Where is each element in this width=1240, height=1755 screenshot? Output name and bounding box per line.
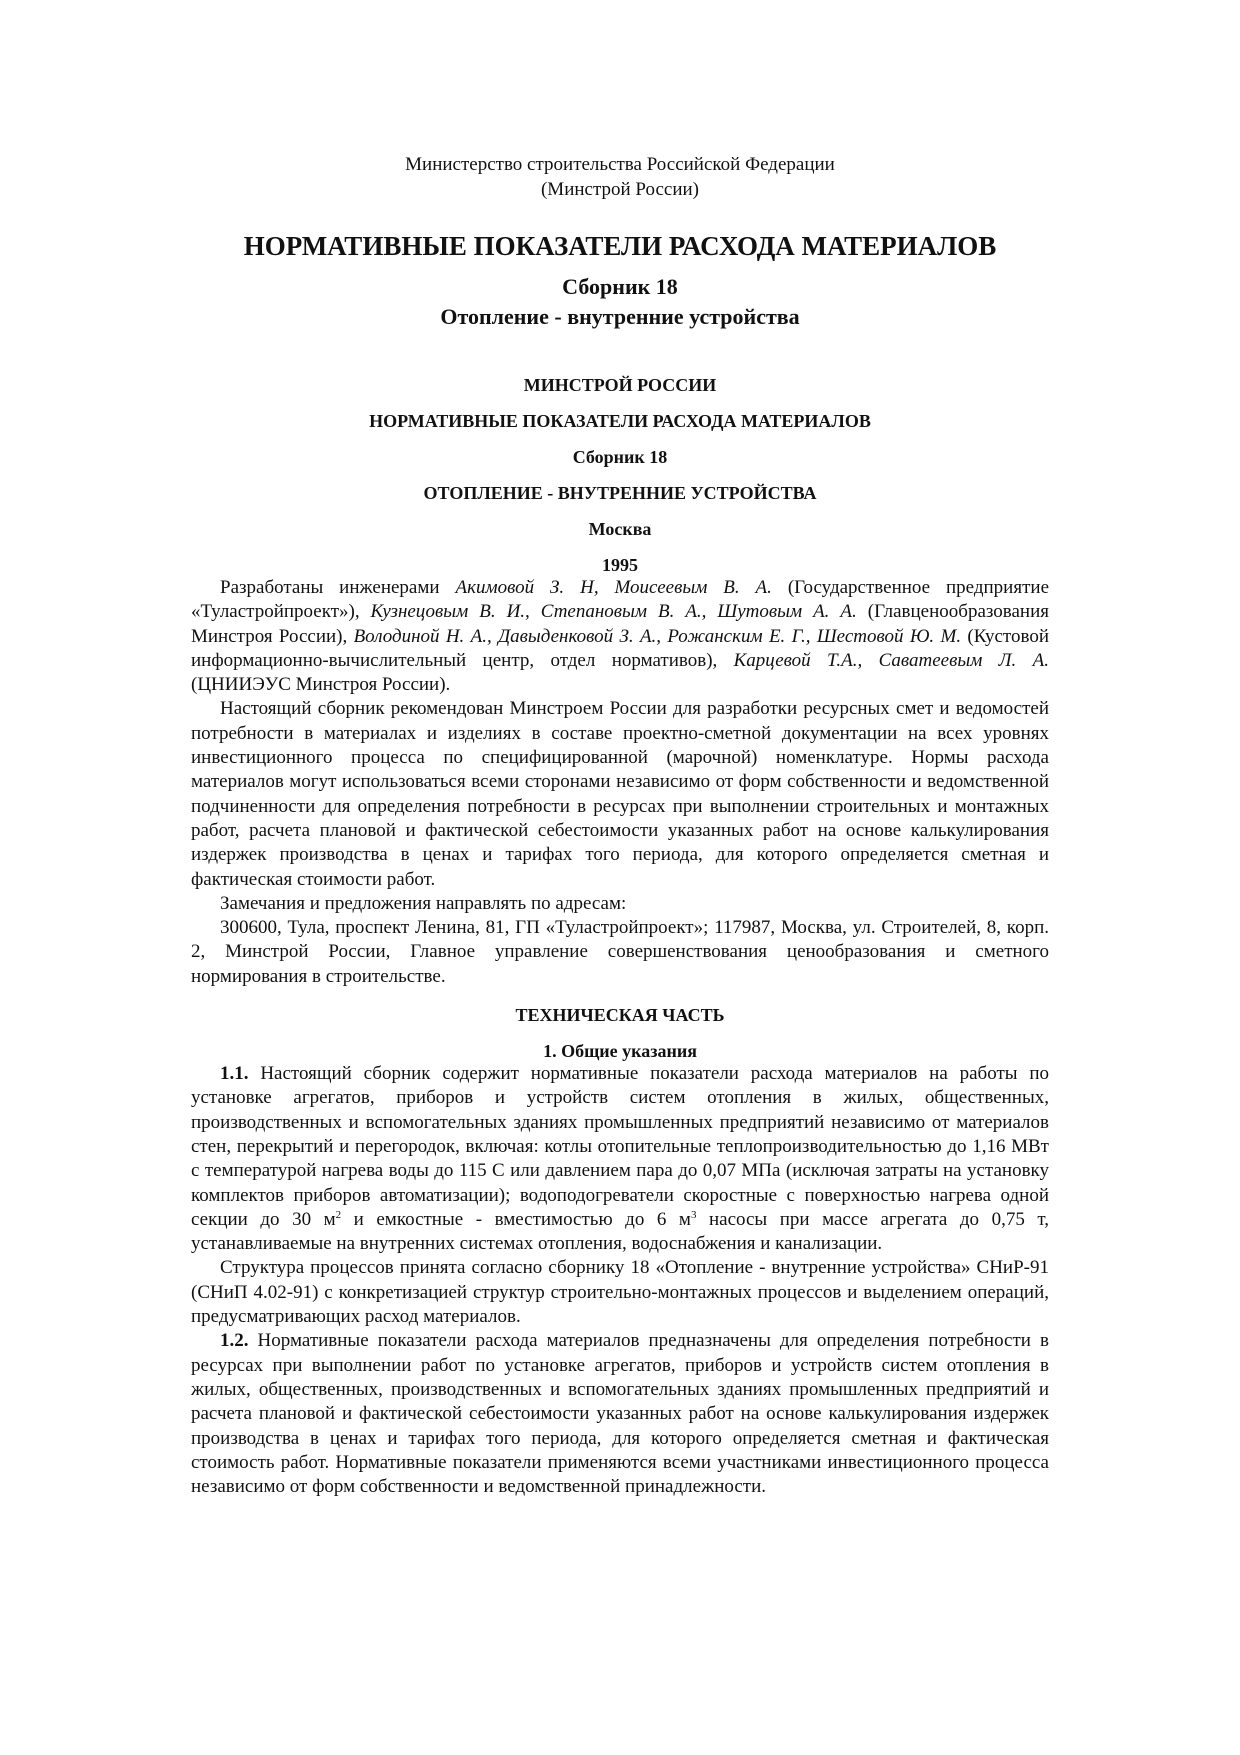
- general-instructions-heading: 1. Общие указания: [543, 1041, 697, 1062]
- clause-1-1-text-c: насосы при массе агрегата до 0,75 т, устанавливаемые на внутренних системах отопления, водоснабжения и канализации.: [191, 1208, 1050, 1255]
- developed-prefix: Разработаны инженерами: [220, 577, 456, 598]
- clause-1-1-sup-2: 2: [335, 1208, 342, 1221]
- developers-paragraph: [191, 576, 1049, 697]
- addresses-paragraph: 300600, Тула, проспект Ленина, 81, ГП «Туластройпроект»; 117987, Москва, ул. Строителей, 8, корп. 2, Минстрой России, Главное управление совершенствования ценообразования и сметного нормирования в строительстве.: [191, 917, 1049, 987]
- remarks-paragraph: Замечания и предложения направлять по адресам:: [220, 892, 627, 914]
- document-page: [191, 140, 1049, 1499]
- authors-group-1: Акимовой З. Н, Моисеевым В. А.: [455, 577, 772, 598]
- technical-part-heading: ТЕХНИЧЕСКАЯ ЧАСТЬ: [515, 1005, 725, 1026]
- recommendation-paragraph: Настоящий сборник рекомендован Минстроем России для разработки ресурсных смет и ведомостей потребности в материалах и изделиях в составе проектно-сметной документации на всех уровнях инвестиционного процесса по специфицированной (марочной) номенклатуре. Нормы расхода материалов могут использоваться всеми сторонами независимо от форм собственности и ведомственной подчиненности для определения потребности в ресурсах при выполнении строительных и монтажных работ, расчета плановой и фактической себестоимости указанных работ на основе калькулирования издержек производства в ценах и тарифах того периода, для которого определяется сметная и фактическая стоимости работ.: [191, 698, 1049, 890]
- collection-heading: [191, 272, 1049, 332]
- authors-group-3: Володиной Н. А., Давыденковой З. А., Рожанским Е. Г., Шестовой Ю. М.: [353, 625, 962, 647]
- collection-number: Сборник 18: [562, 274, 678, 299]
- authors-group-4: Карцевой Т.А., Саватеевым Л. А.: [733, 649, 1049, 671]
- ministry-line-1: Министерство строительства Российской Федерации: [405, 154, 835, 175]
- authors-group-2: Кузнецовым В. И., Степановым В. А., Шутовым А. А.: [370, 601, 857, 623]
- collection-subject: Отопление - внутренние устройства: [440, 304, 800, 329]
- clause-1-1-sup-3: 3: [690, 1208, 697, 1221]
- clause-1-1-text-a: Настоящий сборник содержит нормативные показатели расхода материалов на работы по установке агрегатов, приборов и устройств систем отопления в жилых, общественных, производственных и вспомогательных зданиях промышленных предприятий независимо от материалов стен, перекрытий и перегородок, включая: котлы отопительные теплопроизводительностью до 1,16 МВт с температурой нагрева воды до 115 С или давлением пара до 0,07 МПа (исключая затраты на установку комплектов приборов автоматизации); водоподогреватели скоростные с поверхностью нагрева одной секции до 30 м: [191, 1063, 1049, 1230]
- org-3: (Кустовой информационно-вычислительный центр, отдел нормативов),: [191, 625, 1049, 671]
- title-block-subject: ОТОПЛЕНИЕ - ВНУТРЕННИЕ УСТРОЙСТВА: [423, 483, 817, 503]
- ministry-header: [191, 152, 1049, 202]
- document-title: НОРМАТИВНЫЕ ПОКАЗАТЕЛИ РАСХОДА МАТЕРИАЛОВ: [243, 231, 997, 261]
- clause-1-1-number: 1.1.: [220, 1063, 249, 1085]
- title-block-collection: Сборник 18: [572, 447, 668, 467]
- title-block-title: НОРМАТИВНЫЕ ПОКАЗАТЕЛИ РАСХОДА МАТЕРИАЛОВ: [369, 411, 871, 431]
- clause-1-1-text-b: и емкостные - вместимостью до 6 м: [341, 1208, 691, 1230]
- title-block-year: 1995: [602, 555, 638, 575]
- clause-1-2: [191, 1329, 1049, 1499]
- org-2: (Главценообразования Минстроя России),: [191, 601, 1049, 647]
- structure-paragraph: Структура процессов принята согласно сборнику 18 «Отопление - внутренние устройства» СНиР-91 (СНиП 4.02-91) с конкретизацией структур строительно-монтажных процессов и выделением операций, предусматривающих расход материалов.: [191, 1257, 1049, 1328]
- title-block-ministry: МИНСТРОЙ РОССИИ: [523, 375, 717, 395]
- org-4: (ЦНИИЭУС Минстроя России).: [191, 674, 451, 696]
- ministry-line-2: (Минстрой России): [540, 179, 700, 200]
- clause-1-2-number: 1.2.: [220, 1330, 249, 1352]
- title-block-city: Москва: [588, 519, 652, 539]
- clause-1-1: [191, 1062, 1049, 1256]
- clause-1-2-text: Нормативные показатели расхода материалов предназначены для определения потребности в ресурсах при выполнении работ по установке агрегатов, приборов и устройств систем отопления в жилых, общественных, производственных и вспомогательных зданиях промышленных предприятий и расчета плановой и фактической себестоимости указанных работ на основе калькулирования издержек производства в ценах и тарифах того периода, для которого определяется сметная и фактическая стоимость работ. Нормативные показатели применяются всеми участниками инвестиционного процесса независимо от форм собственности и ведомственной принадлежности.: [191, 1330, 1049, 1498]
- org-1: (Государственное предприятие «Туластройпроект»),: [191, 577, 1049, 623]
